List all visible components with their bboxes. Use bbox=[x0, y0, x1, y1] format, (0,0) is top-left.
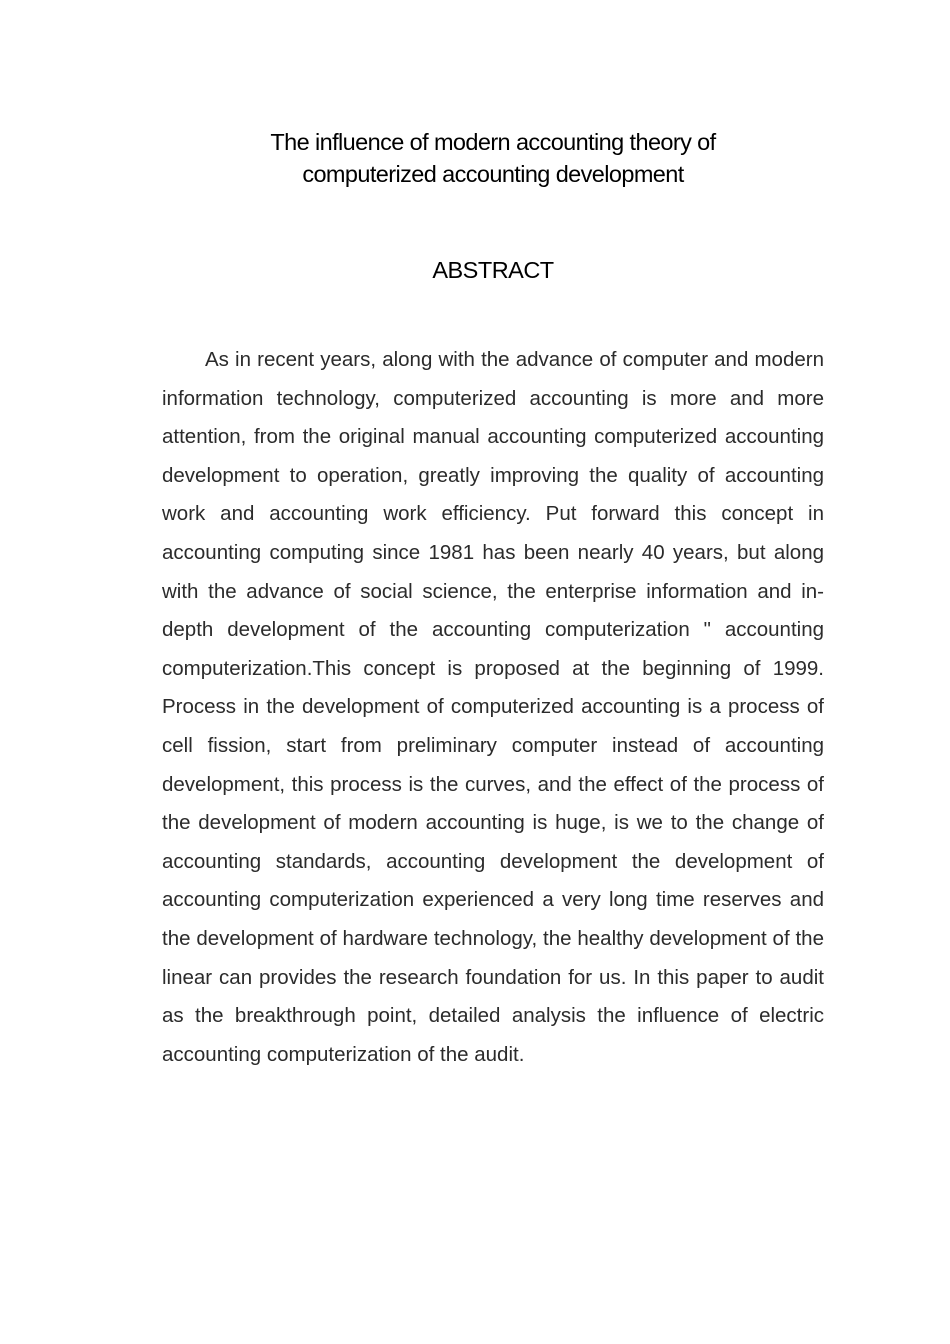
paper-title-line-1: The influence of modern accounting theory of bbox=[270, 129, 716, 155]
abstract-paragraph: As in recent years, along with the advance of computer and modern information technology, computerized accounting is more and more attention, from the original manual accounting computerized accounting development to operation, greatly improving the quality of accounting work and accounting work efficiency. Put forward this concept in accounting computing since 1981 has been nearly 40 years, but along with the advance of social science, the enterprise information and in-depth development of the accounting computerization " accounting computerization.This concept is proposed at the beginning of 1999. Process in the development of computerized accounting is a process of cell fission, start from preliminary computer instead of accounting development, this process is the curves, and the effect of the process of the development of modern accounting is huge, is we to the change of accounting standards, accounting development the development of accounting computerization experienced a very long time reserves and the development of hardware technology, the healthy development of the linear can provides the research foundation for us. In this paper to audit as the breakthrough point, detailed analysis the influence of electric accounting computerization of the audit. bbox=[162, 348, 824, 1066]
abstract-heading: ABSTRACT bbox=[432, 257, 554, 283]
paper-title bbox=[162, 126, 824, 190]
paper-title-line-2: computerized accounting development bbox=[302, 161, 684, 187]
